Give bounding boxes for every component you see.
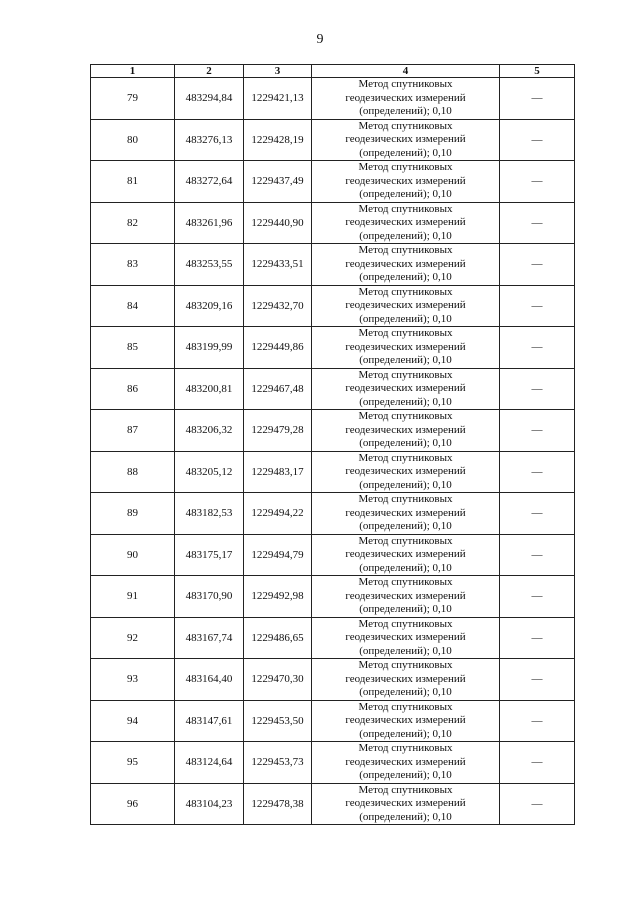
note-cell: — <box>500 534 575 576</box>
x-coordinate-cell: 483124,64 <box>175 742 244 784</box>
x-coordinate-cell: 483104,23 <box>175 783 244 825</box>
table-row <box>91 327 575 369</box>
point-number-cell: 92 <box>91 617 175 659</box>
point-number-cell: 85 <box>91 327 175 369</box>
x-coordinate-cell: 483170,90 <box>175 576 244 618</box>
method-cell: Метод спутниковых геодезических измерений (определений); 0,10 <box>312 742 500 784</box>
note-cell: — <box>500 783 575 825</box>
note-cell: — <box>500 493 575 535</box>
x-coordinate-cell: 483147,61 <box>175 700 244 742</box>
y-coordinate-cell: 1229433,51 <box>244 244 312 286</box>
point-number-cell: 88 <box>91 451 175 493</box>
method-cell: Метод спутниковых геодезических измерений (определений); 0,10 <box>312 659 500 701</box>
x-coordinate-cell: 483276,13 <box>175 119 244 161</box>
method-cell: Метод спутниковых геодезических измерений (определений); 0,10 <box>312 368 500 410</box>
point-number-cell: 82 <box>91 202 175 244</box>
point-number-cell: 89 <box>91 493 175 535</box>
table-header-row <box>91 65 575 78</box>
x-coordinate-cell: 483199,99 <box>175 327 244 369</box>
method-cell: Метод спутниковых геодезических измерений (определений); 0,10 <box>312 285 500 327</box>
point-number-cell: 93 <box>91 659 175 701</box>
page-number: 9 <box>316 32 324 47</box>
point-number-cell: 80 <box>91 119 175 161</box>
point-number-cell: 84 <box>91 285 175 327</box>
y-coordinate-cell: 1229478,38 <box>244 783 312 825</box>
note-cell: — <box>500 700 575 742</box>
x-coordinate-cell: 483205,12 <box>175 451 244 493</box>
x-coordinate-cell: 483206,32 <box>175 410 244 452</box>
method-cell: Метод спутниковых геодезических измерений (определений); 0,10 <box>312 161 500 203</box>
note-cell: — <box>500 161 575 203</box>
table-row <box>91 161 575 203</box>
table-row <box>91 368 575 410</box>
note-cell: — <box>500 410 575 452</box>
method-cell: Метод спутниковых геодезических измерений (определений); 0,10 <box>312 576 500 618</box>
method-cell: Метод спутниковых геодезических измерений (определений); 0,10 <box>312 617 500 659</box>
point-number-cell: 86 <box>91 368 175 410</box>
y-coordinate-cell: 1229479,28 <box>244 410 312 452</box>
y-coordinate-cell: 1229467,48 <box>244 368 312 410</box>
point-number-cell: 91 <box>91 576 175 618</box>
point-number-cell: 87 <box>91 410 175 452</box>
note-cell: — <box>500 327 575 369</box>
column-header-method: 4 <box>312 65 500 78</box>
y-coordinate-cell: 1229437,49 <box>244 161 312 203</box>
point-number-cell: 79 <box>91 78 175 120</box>
x-coordinate-cell: 483164,40 <box>175 659 244 701</box>
table-row <box>91 119 575 161</box>
table-row <box>91 700 575 742</box>
table-row <box>91 534 575 576</box>
x-coordinate-cell: 483253,55 <box>175 244 244 286</box>
table-row <box>91 202 575 244</box>
y-coordinate-cell: 1229421,13 <box>244 78 312 120</box>
method-cell: Метод спутниковых геодезических измерений (определений); 0,10 <box>312 783 500 825</box>
table-row <box>91 78 575 120</box>
x-coordinate-cell: 483209,16 <box>175 285 244 327</box>
x-coordinate-cell: 483294,84 <box>175 78 244 120</box>
column-header-note: 5 <box>500 65 575 78</box>
y-coordinate-cell: 1229494,79 <box>244 534 312 576</box>
point-number-cell: 90 <box>91 534 175 576</box>
table-row <box>91 576 575 618</box>
method-cell: Метод спутниковых геодезических измерений (определений); 0,10 <box>312 451 500 493</box>
y-coordinate-cell: 1229428,19 <box>244 119 312 161</box>
note-cell: — <box>500 617 575 659</box>
note-cell: — <box>500 202 575 244</box>
column-header-y: 3 <box>244 65 312 78</box>
y-coordinate-cell: 1229494,22 <box>244 493 312 535</box>
method-cell: Метод спутниковых геодезических измерений (определений); 0,10 <box>312 327 500 369</box>
note-cell: — <box>500 451 575 493</box>
point-number-cell: 95 <box>91 742 175 784</box>
method-cell: Метод спутниковых геодезических измерений (определений); 0,10 <box>312 493 500 535</box>
note-cell: — <box>500 368 575 410</box>
note-cell: — <box>500 576 575 618</box>
method-cell: Метод спутниковых геодезических измерений (определений); 0,10 <box>312 410 500 452</box>
table-row <box>91 285 575 327</box>
table-row <box>91 493 575 535</box>
y-coordinate-cell: 1229453,73 <box>244 742 312 784</box>
method-cell: Метод спутниковых геодезических измерений (определений); 0,10 <box>312 534 500 576</box>
table-row <box>91 783 575 825</box>
x-coordinate-cell: 483175,17 <box>175 534 244 576</box>
y-coordinate-cell: 1229453,50 <box>244 700 312 742</box>
note-cell: — <box>500 244 575 286</box>
table-row <box>91 659 575 701</box>
y-coordinate-cell: 1229449,86 <box>244 327 312 369</box>
table-row <box>91 244 575 286</box>
y-coordinate-cell: 1229440,90 <box>244 202 312 244</box>
y-coordinate-cell: 1229470,30 <box>244 659 312 701</box>
point-number-cell: 83 <box>91 244 175 286</box>
point-number-cell: 81 <box>91 161 175 203</box>
x-coordinate-cell: 483200,81 <box>175 368 244 410</box>
note-cell: — <box>500 659 575 701</box>
x-coordinate-cell: 483261,96 <box>175 202 244 244</box>
x-coordinate-cell: 483272,64 <box>175 161 244 203</box>
table-row <box>91 410 575 452</box>
y-coordinate-cell: 1229486,65 <box>244 617 312 659</box>
note-cell: — <box>500 119 575 161</box>
method-cell: Метод спутниковых геодезических измерений (определений); 0,10 <box>312 244 500 286</box>
note-cell: — <box>500 285 575 327</box>
coordinates-table <box>90 64 575 825</box>
point-number-cell: 96 <box>91 783 175 825</box>
y-coordinate-cell: 1229432,70 <box>244 285 312 327</box>
method-cell: Метод спутниковых геодезических измерений (определений); 0,10 <box>312 119 500 161</box>
table-row <box>91 451 575 493</box>
column-header-x: 2 <box>175 65 244 78</box>
note-cell: — <box>500 742 575 784</box>
method-cell: Метод спутниковых геодезических измерений (определений); 0,10 <box>312 78 500 120</box>
point-number-cell: 94 <box>91 700 175 742</box>
x-coordinate-cell: 483182,53 <box>175 493 244 535</box>
note-cell: — <box>500 78 575 120</box>
column-header-point-number: 1 <box>91 65 175 78</box>
table-row <box>91 742 575 784</box>
method-cell: Метод спутниковых геодезических измерений (определений); 0,10 <box>312 202 500 244</box>
x-coordinate-cell: 483167,74 <box>175 617 244 659</box>
y-coordinate-cell: 1229492,98 <box>244 576 312 618</box>
table-row <box>91 617 575 659</box>
y-coordinate-cell: 1229483,17 <box>244 451 312 493</box>
method-cell: Метод спутниковых геодезических измерений (определений); 0,10 <box>312 700 500 742</box>
